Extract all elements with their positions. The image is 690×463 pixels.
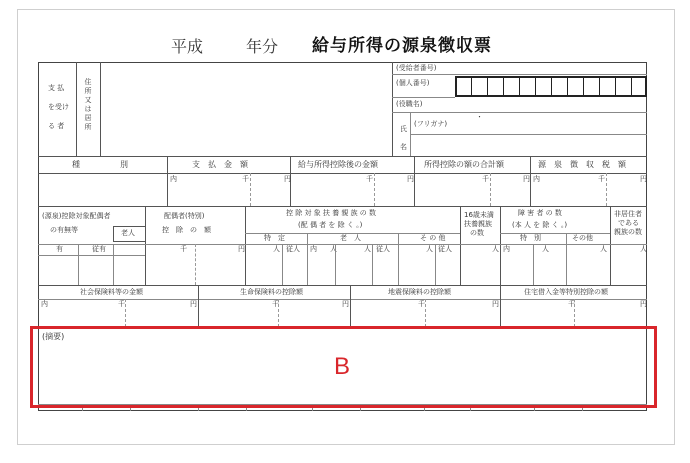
remarks-label: (摘要) (42, 332, 65, 341)
recipient-number-label: (受給者番号) (396, 64, 437, 72)
unit-sen: 千 (568, 300, 575, 308)
spouse-special-1: 配偶者(特別) (164, 212, 205, 220)
person-label: 人 (364, 245, 371, 253)
position-label: (役職名) (396, 100, 423, 108)
year-label: 年分 (246, 37, 279, 56)
highlight-label-b: B (334, 353, 351, 380)
unit-en: 円 (238, 245, 245, 253)
payer-label-2: を受け (48, 103, 69, 111)
individual-number-label: (個人番号) (396, 79, 430, 87)
name-label-1: 氏 (400, 125, 407, 133)
person-label: 人 (600, 245, 607, 253)
specific-label: 特 定 (264, 234, 285, 242)
earthquake-insurance-label: 地震保険料の控除額 (388, 288, 451, 296)
person-label: 人 (492, 245, 499, 253)
unit-sen: 千 (180, 245, 187, 253)
unit-sen: 千 (242, 175, 249, 183)
unit-en: 円 (492, 300, 499, 308)
unit-uchi: 内 (503, 245, 510, 253)
housing-loan-label: 住宅借入金等特別控除の額 (524, 288, 608, 296)
disabled-2: (本 人 を 除 く 。) (512, 221, 568, 229)
col-after-deduction: 給与所得控除後の金額 (298, 160, 378, 169)
other2-label: その他 (572, 234, 593, 242)
unit-en: 円 (407, 175, 414, 183)
col-payment: 支 払 金 額 (192, 160, 248, 169)
unit-en: 円 (190, 300, 197, 308)
era-label: 平成 (171, 37, 204, 56)
spouse-label-2: の有無等 (50, 226, 78, 234)
unit-en: 円 (640, 300, 647, 308)
form-title: 給与所得の源泉徴収票 (312, 36, 492, 56)
address-label: 住所又は居所 (84, 78, 92, 132)
payer-label-3: る 者 (48, 122, 65, 130)
nonres-1: 非居住者 (614, 210, 642, 218)
unit-uchi: 内 (41, 300, 48, 308)
disabled-1: 障 害 者 の 数 (518, 209, 562, 217)
furigana-label: (フリガナ) (414, 120, 448, 128)
special-label: 特 別 (520, 234, 541, 242)
person-label: 人 (330, 245, 337, 253)
unit-sen: 千 (482, 175, 489, 183)
dependents-label-1: 控 除 対 象 扶 養 親 族 の 数 (286, 209, 377, 217)
col-type: 種 別 (72, 160, 128, 169)
unit-uchi: 内 (310, 245, 317, 253)
follower-label: 従人 (376, 245, 390, 253)
subordinate-label: 従有 (92, 245, 106, 253)
elderly2-label: 老 人 (340, 234, 361, 242)
person-label: 人 (273, 245, 280, 253)
under16-1: 16歳未満 (464, 211, 494, 219)
nonres-2: である (618, 219, 639, 227)
person-label: 人 (426, 245, 433, 253)
unit-sen: 千 (418, 300, 425, 308)
nonres-3: 親族の数 (614, 228, 642, 236)
unit-en: 円 (523, 175, 530, 183)
social-insurance-label: 社会保険料等の金額 (80, 288, 143, 296)
unit-sen: 千 (118, 300, 125, 308)
elderly-label: 老人 (121, 229, 135, 237)
under16-3: の数 (470, 229, 484, 237)
unit-uchi: 内 (170, 175, 177, 183)
yes-label: 有 (56, 245, 63, 253)
person-label: 人 (640, 245, 647, 253)
dot-mark: ・ (476, 113, 483, 121)
unit-uchi: 内 (533, 175, 540, 183)
follower-label: 従人 (286, 245, 300, 253)
under16-2: 扶養親族 (464, 220, 492, 228)
col-deduction-total: 所得控除の額の合計額 (424, 160, 504, 169)
unit-sen: 千 (272, 300, 279, 308)
unit-en: 円 (640, 175, 647, 183)
other-label: そ の 他 (420, 234, 446, 242)
follower-label: 従人 (438, 245, 452, 253)
spouse-label-1: (源泉)控除対象配偶者 (42, 212, 111, 220)
col-withholding: 源 泉 徴 収 税 額 (538, 160, 626, 169)
life-insurance-label: 生命保険料の控除額 (240, 288, 303, 296)
unit-en: 円 (284, 175, 291, 183)
person-label: 人 (542, 245, 549, 253)
unit-en: 円 (342, 300, 349, 308)
name-label-2: 名 (400, 143, 407, 151)
dependents-label-2: (配 偶 者 を 除 く 。) (298, 221, 363, 229)
unit-sen: 千 (598, 175, 605, 183)
payer-label-1: 支 払 (48, 84, 65, 92)
unit-sen: 千 (366, 175, 373, 183)
spouse-special-2: 控 除 の 額 (162, 226, 211, 234)
